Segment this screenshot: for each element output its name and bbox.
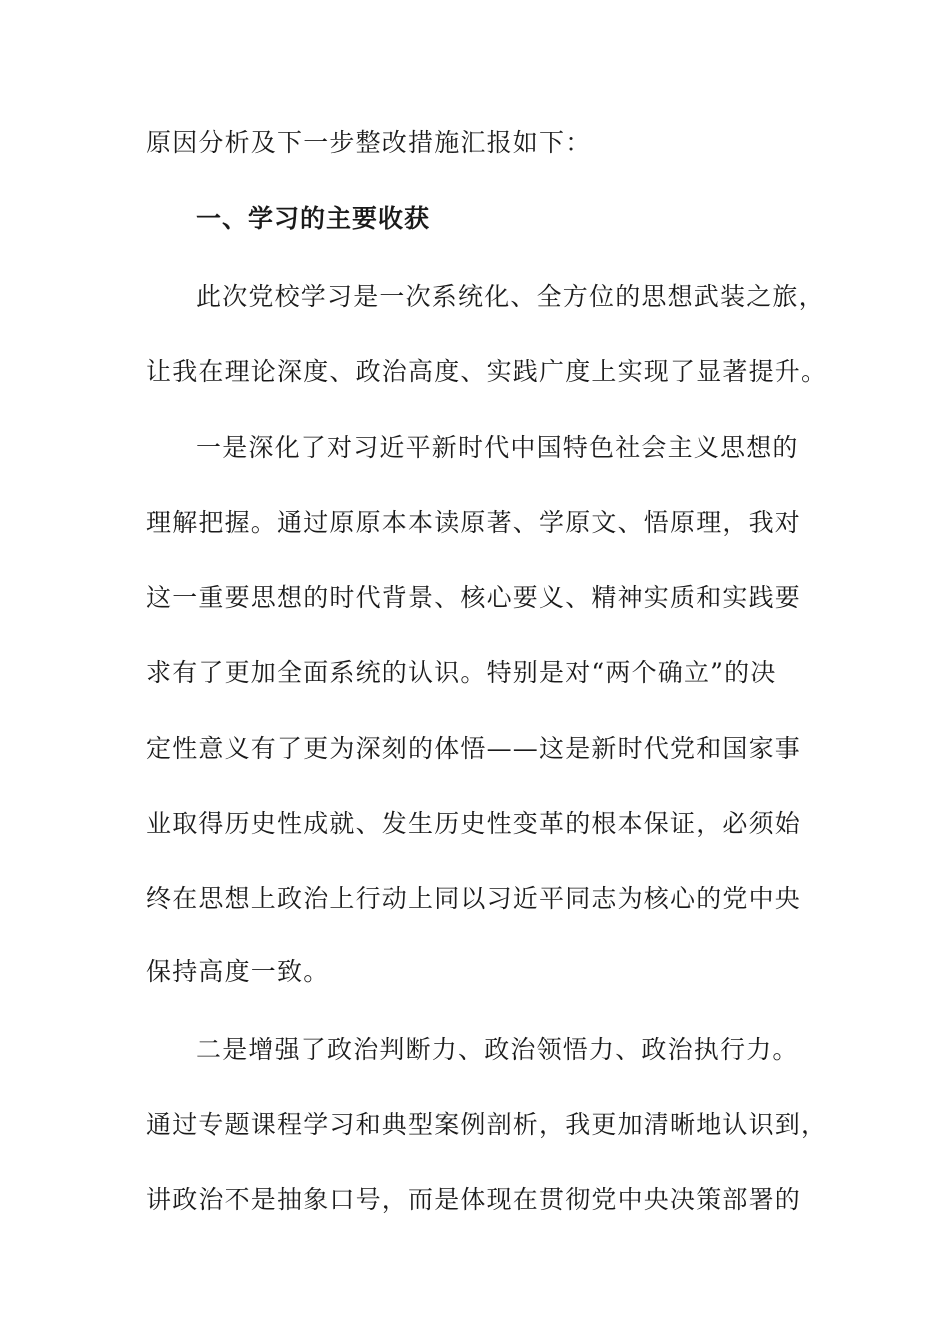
paragraph-line: 理解把握。通过原原本本读原著、学原文、悟原理，我对 (146, 508, 802, 537)
paragraph-line: 讲政治不是抽象口号，而是体现在贯彻党中央决策部署的 (146, 1185, 802, 1214)
paragraph-line: 此次党校学习是一次系统化、全方位的思想武装之旅， (196, 282, 825, 311)
paragraph-line: 一是深化了对习近平新时代中国特色社会主义思想的 (196, 433, 799, 462)
paragraph-line: 定性意义有了更为深刻的体悟——这是新时代党和国家事 (146, 734, 802, 763)
paragraph-line: 求有了更加全面系统的认识。特别是对“两个确立”的决 (146, 658, 777, 687)
paragraph-line: 终在思想上政治上行动上同以习近平同志为核心的党中央 (146, 884, 802, 913)
paragraph-line: 让我在理论深度、政治高度、实践广度上实现了显著提升。 (146, 357, 828, 386)
paragraph-line: 保持高度一致。 (146, 957, 330, 986)
text-line-intro: 原因分析及下一步整改措施汇报如下： (146, 128, 592, 157)
paragraph-line: 二是增强了政治判断力、政治领悟力、政治执行力。 (196, 1035, 799, 1064)
paragraph-line: 业取得历史性成就、发生历史性变革的根本保证，必须始 (146, 809, 802, 838)
paragraph-line: 这一重要思想的时代背景、核心要义、精神实质和实践要 (146, 583, 802, 612)
paragraph-line: 通过专题课程学习和典型案例剖析，我更加清晰地认识到， (146, 1110, 828, 1139)
section-heading: 一、学习的主要收获 (196, 204, 431, 233)
